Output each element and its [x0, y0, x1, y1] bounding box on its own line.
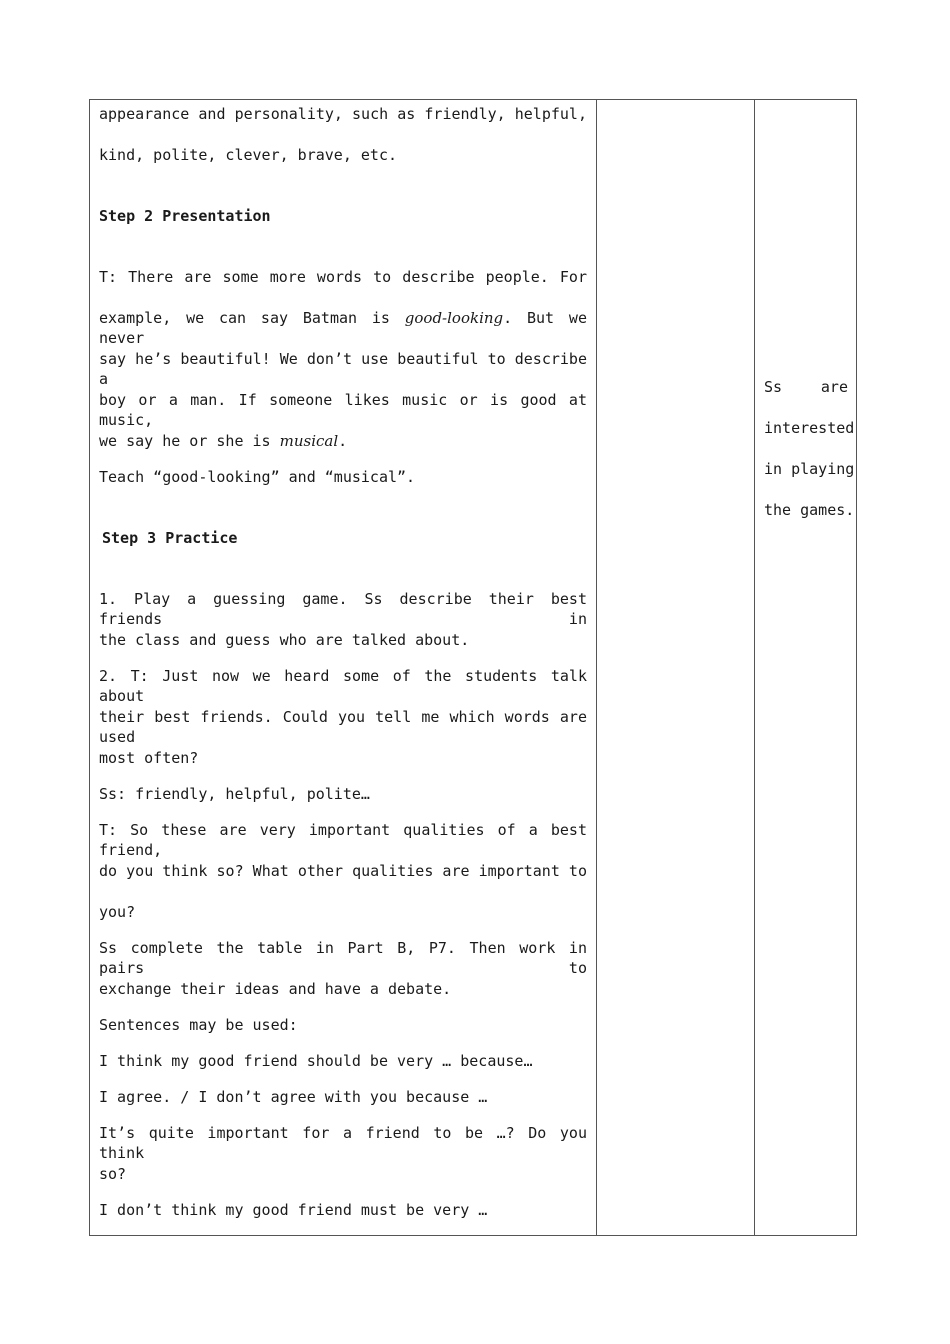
purpose-text: Ss are	[764, 378, 848, 396]
paragraph-text: 1. Play a guessing game. Ss describe their best friends in	[99, 590, 587, 628]
sentence-example: so?	[99, 1165, 127, 1183]
intro-text: kind, polite, clever, brave, etc.	[99, 146, 398, 164]
paragraph-text: T: There are some more words to describe people. For	[99, 268, 587, 286]
intro-text: appearance and personality, such as friendly, helpful,	[99, 105, 587, 123]
paragraph-text: the class and guess who are talked about.	[99, 631, 470, 649]
purpose-text: the games.	[764, 501, 855, 519]
italic-term: good-looking	[404, 309, 504, 327]
lesson-plan-table	[89, 99, 857, 1236]
paragraph-text: do you think so? What other qualities are important to	[99, 862, 587, 880]
paragraph-text: T: So these are very important qualities of a best friend,	[99, 821, 587, 859]
paragraph-text: Sentences may be used:	[99, 1016, 298, 1034]
paragraph-text: their best friends. Could you tell me which words are used	[99, 708, 587, 746]
paragraph-text: we say he or she is musical.	[99, 432, 348, 450]
paragraph-text: exchange their ideas and have a debate.	[99, 980, 452, 998]
paragraph-text: Teach “good-looking” and “musical”.	[99, 468, 416, 486]
sentence-example: I think my good friend should be very … because…	[99, 1052, 533, 1070]
paragraph-text: say he’s beautiful! We don’t use beautiful to describe a	[99, 350, 587, 388]
step-heading: Step 3 Practice	[102, 529, 238, 547]
column-divider	[754, 100, 755, 1235]
paragraph-text: boy or a man. If someone likes music or is good at music,	[99, 391, 587, 429]
purpose-text: interested	[764, 419, 855, 437]
sentence-example: It’s quite important for a friend to be …? Do you think	[99, 1124, 587, 1162]
paragraph-text: 2. T: Just now we heard some of the students talk about	[99, 667, 587, 705]
column-divider	[596, 100, 597, 1235]
italic-term: musical	[279, 432, 339, 450]
sentence-example: I don’t think my good friend must be very …	[99, 1201, 488, 1219]
sentence-example: I agree. / I don’t agree with you because …	[99, 1088, 488, 1106]
paragraph-text: Ss complete the table in Part B, P7. Then work in pairs to	[99, 939, 587, 977]
paragraph-text: Ss: friendly, helpful, polite…	[99, 785, 370, 803]
paragraph-text: example, we can say Batman is good-looking. But we never	[99, 309, 587, 347]
step-heading: Step 2 Presentation	[99, 207, 271, 225]
paragraph-text: you?	[99, 903, 136, 921]
paragraph-text: most often?	[99, 749, 199, 767]
purpose-text: in playing	[764, 460, 855, 478]
